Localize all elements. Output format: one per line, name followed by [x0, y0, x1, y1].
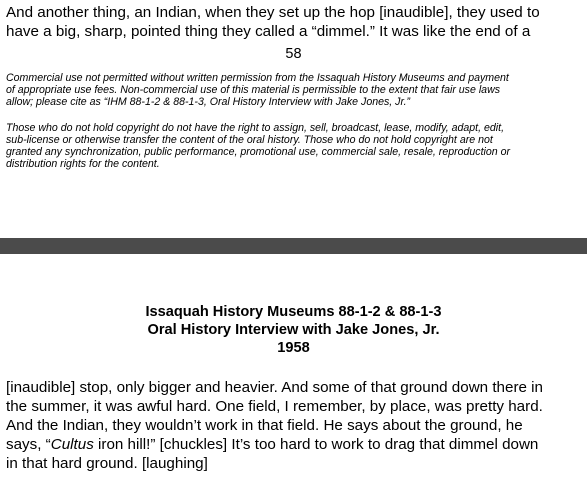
page-header — [0, 303, 587, 357]
notice-line: distribution rights for the content. — [6, 158, 160, 170]
copyright-notice-usage — [6, 72, 584, 108]
notice-line: sub-license or otherwise transfer the content of the oral history. Those who do not hold copyright are not — [6, 134, 493, 146]
page-number: 58 — [285, 46, 302, 62]
transcript-line: have a big, sharp, pointed thing they called a “dimmel.” It was like the end of a — [6, 23, 531, 40]
copyright-notice-rights — [6, 122, 584, 170]
transcript-line: And the Indian, they wouldn’t work in that field. He says about the ground, he — [6, 417, 523, 434]
header-title: Issaquah History Museums 88-1-2 & 88-1-3 — [145, 304, 442, 320]
notice-line: Commercial use not permitted without written permission from the Issaquah History Museums and payment — [6, 72, 509, 84]
page-separator — [0, 238, 587, 254]
header-year: 1958 — [277, 340, 310, 356]
transcript-paragraph-top — [6, 3, 584, 41]
transcript-line — [6, 435, 584, 454]
transcript-paragraph-bottom — [6, 378, 584, 473]
transcript-line: the summer, it was awful hard. One field, I remember, by place, was pretty hard. — [6, 398, 543, 415]
transcript-line: in that hard ground. [laughing] — [6, 455, 208, 472]
notice-line: granted any synchronization, public performance, promotional use, commercial sale, resale, reproduction or — [6, 146, 511, 158]
notice-line: allow; please cite as “IHM 88-1-2 & 88-1-3, Oral History Interview with Jake Jones, Jr.” — [6, 96, 411, 108]
transcript-line: [inaudible] stop, only bigger and heavier. And some of that ground down there in — [6, 379, 543, 396]
header-subtitle: Oral History Interview with Jake Jones, Jr. — [147, 322, 440, 338]
notice-line: of appropriate use fees. Non-commercial use of this material is permissible to the extent that fair use laws — [6, 84, 501, 96]
transcript-line: And another thing, an Indian, when they set up the hop [inaudible], they used to — [6, 4, 540, 21]
transcript-segment: says, “ — [6, 436, 51, 453]
notice-line: Those who do not hold copyright do not have the right to assign, sell, broadcast, lease, modify, adapt, edit, — [6, 122, 505, 134]
document-page-top — [0, 0, 587, 238]
transcript-segment: iron hill!” [chuckles] It’s too hard to work to drag that dimmel down — [93, 436, 539, 453]
transcript-foreign-word: Cultus — [50, 436, 94, 453]
